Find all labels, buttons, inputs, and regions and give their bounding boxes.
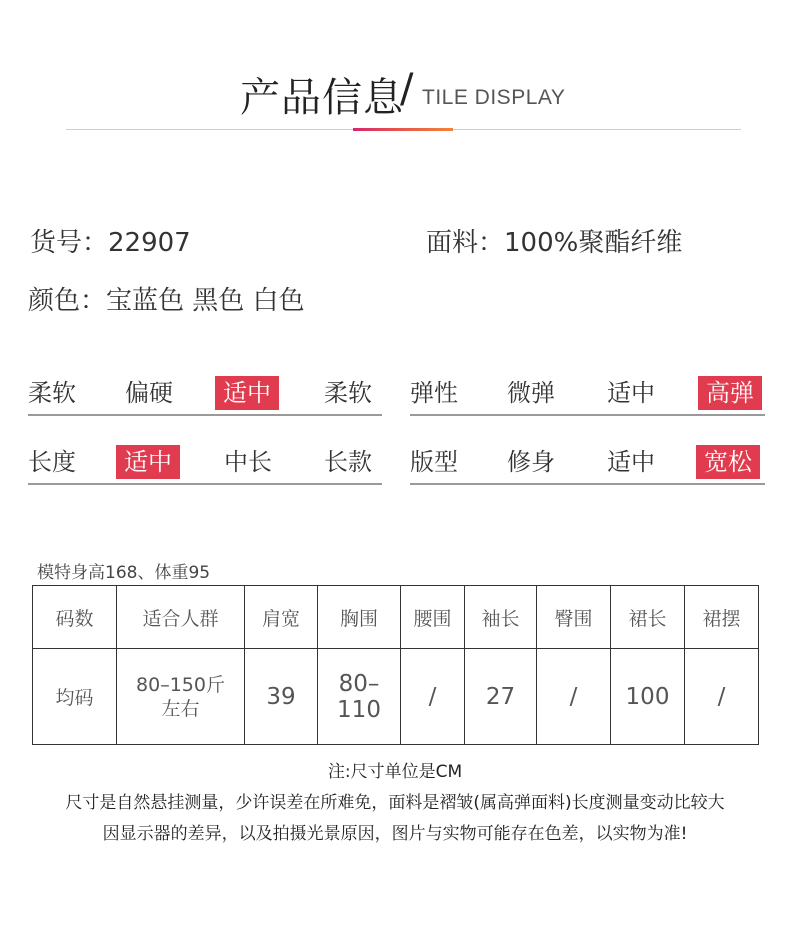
- table-cell-group: [117, 649, 245, 745]
- attr-label-softness: 柔软: [28, 379, 76, 407]
- table-cell-group-line1: 80–150斤: [136, 673, 225, 696]
- sku-text: 货号：22907: [30, 228, 191, 258]
- attr-option-softness-hard: 偏硬: [125, 379, 173, 407]
- table-row: [33, 649, 759, 745]
- attr-label-elasticity: 弹性: [410, 379, 458, 407]
- attr-label-fit: 版型: [410, 448, 458, 476]
- table-header-cell: 袖长: [465, 586, 537, 649]
- table-header-cell: 适合人群: [117, 586, 245, 649]
- table-header-cell: 臀围: [537, 586, 611, 649]
- table-cell-chest: 80–110: [318, 649, 401, 745]
- size-table: [32, 585, 759, 745]
- table-cell-group-line2: 左右: [161, 697, 200, 720]
- title-separator: /: [400, 66, 414, 112]
- table-cell-size: 均码: [33, 649, 117, 745]
- table-cell-hem: /: [685, 649, 759, 745]
- page-subtitle: TILE DISPLAY: [422, 86, 566, 109]
- table-cell-waist: /: [401, 649, 465, 745]
- table-cell-hip: /: [537, 649, 611, 745]
- attr-option-length-midi: 中长: [224, 448, 272, 476]
- table-cell-sleeve: 27: [465, 649, 537, 745]
- attr-row-length: [28, 441, 382, 485]
- measurement-note: 尺寸是自然悬挂测量，少许误差在所难免，面料是褶皱(属高弹面料)长度测量变动比较大: [65, 793, 725, 813]
- color-text: 颜色：宝蓝色 黑色 白色: [28, 286, 305, 316]
- table-cell-shoulder: 39: [245, 649, 318, 745]
- table-header-cell: 裙长: [611, 586, 685, 649]
- attr-label-length: 长度: [28, 448, 76, 476]
- attr-option-fit-regular: 适中: [607, 448, 655, 476]
- unit-note: 注:尺寸单位是CM: [327, 762, 463, 782]
- table-header-cell: 肩宽: [245, 586, 318, 649]
- table-header-cell: 胸围: [318, 586, 401, 649]
- attr-option-softness-medium: 适中: [215, 376, 279, 410]
- table-header-row: [33, 586, 759, 649]
- fabric-text: 面料：100%聚酯纤维: [426, 228, 683, 258]
- attr-option-length-medium: 适中: [116, 445, 180, 479]
- attr-row-elasticity: [410, 372, 765, 416]
- attr-row-fit: [410, 441, 765, 485]
- attr-option-elasticity-slight: 微弹: [507, 379, 555, 407]
- table-header-cell: 码数: [33, 586, 117, 649]
- attr-option-elasticity-high: 高弹: [698, 376, 762, 410]
- attr-option-fit-loose: 宽松: [696, 445, 760, 479]
- attr-option-length-long: 长款: [324, 448, 372, 476]
- model-info: 模特身高168、体重95: [37, 563, 211, 583]
- attr-option-elasticity-medium: 适中: [607, 379, 655, 407]
- table-cell-skirt-length: 100: [611, 649, 685, 745]
- attr-option-softness-soft: 柔软: [324, 379, 372, 407]
- header-divider-accent: [353, 128, 453, 131]
- table-header-cell: 裙摆: [685, 586, 759, 649]
- color-disclaimer: 因显示器的差异，以及拍摄光景原因，图片与实物可能存在色差，以实物为准!: [102, 824, 688, 844]
- attr-row-softness: [28, 372, 382, 416]
- table-header-cell: 腰围: [401, 586, 465, 649]
- attr-option-fit-slim: 修身: [507, 448, 555, 476]
- page-title: 产品信息: [240, 75, 404, 121]
